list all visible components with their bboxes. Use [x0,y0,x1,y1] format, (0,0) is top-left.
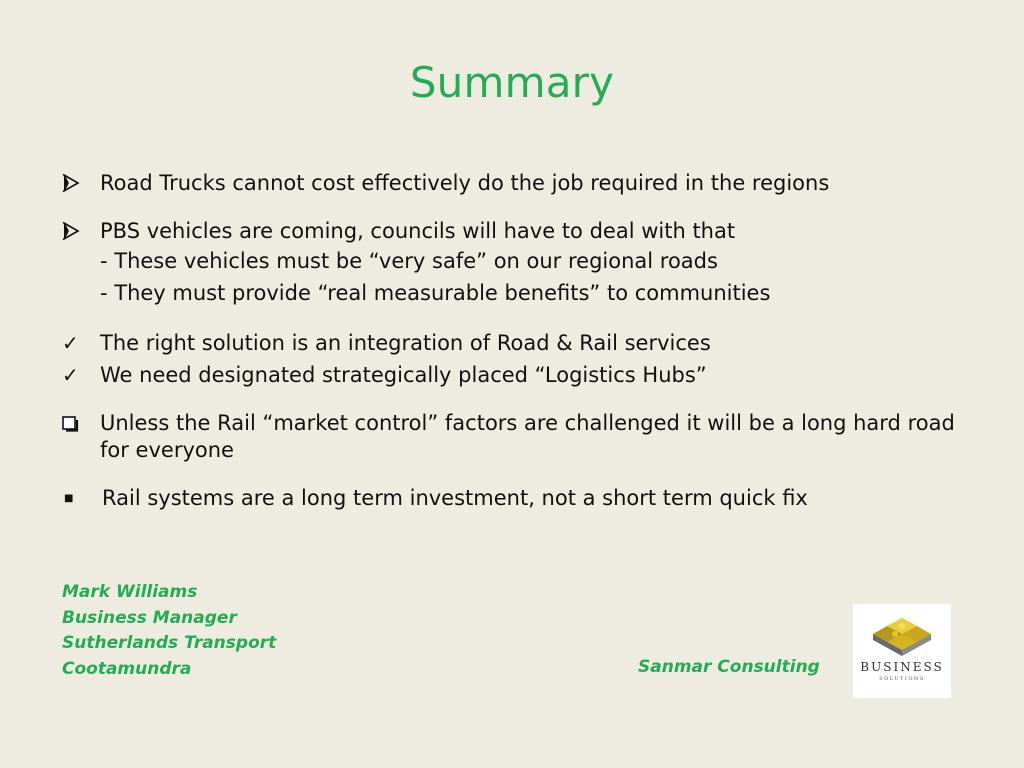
bullet-text: Rail systems are a long term investment, not a short term quick fix [102,486,808,510]
bullet-item [62,170,962,197]
bullet-text: We need designated strategically placed “Logistics Hubs” [100,363,707,387]
square-bullet-icon: ■ [64,493,74,504]
puzzle-logo-icon [853,604,951,660]
bullet-item [62,410,962,464]
signature-block [62,580,276,682]
bullet-item [62,485,962,512]
business-solutions-logo [853,604,951,698]
arrow-bullet-icon [62,170,100,192]
consulting-name: Sanmar Consulting [638,657,820,677]
signature-role: Business Manager [62,607,237,628]
bullet-text: PBS vehicles are coming, councils will have to deal with that [100,219,736,243]
sub-bullet-text: - These vehicles must be “very safe” on our regional roads [100,249,718,273]
sub-bullet-text: - They must provide “real measurable benefits” to communities [100,281,771,305]
signature-location: Cootamundra [62,658,192,679]
slide-title: Summary [409,58,615,107]
check-icon: ✓ [62,363,79,387]
signature-company: Sutherlands Transport [62,633,277,653]
bullet-item [62,218,962,245]
bullet-text: Unless the Rail “market control” factors are challenged it will be a long hard road for everyone [100,411,955,462]
bullet-item [62,362,962,389]
arrow-bullet-icon [62,218,100,240]
bullet-item [62,330,962,357]
bullet-text: Road Trucks cannot cost effectively do the job required in the regions [100,171,830,195]
bullet-list [62,170,962,512]
signature-name: Mark Williams [62,582,198,602]
logo-word: BUSINESS [860,660,944,674]
logo-subtitle: SOLUTIONS [879,676,925,682]
bullet-text: The right solution is an integration of Road & Rail services [100,331,711,355]
check-icon: ✓ [62,331,79,355]
box-bullet-icon [62,410,100,432]
